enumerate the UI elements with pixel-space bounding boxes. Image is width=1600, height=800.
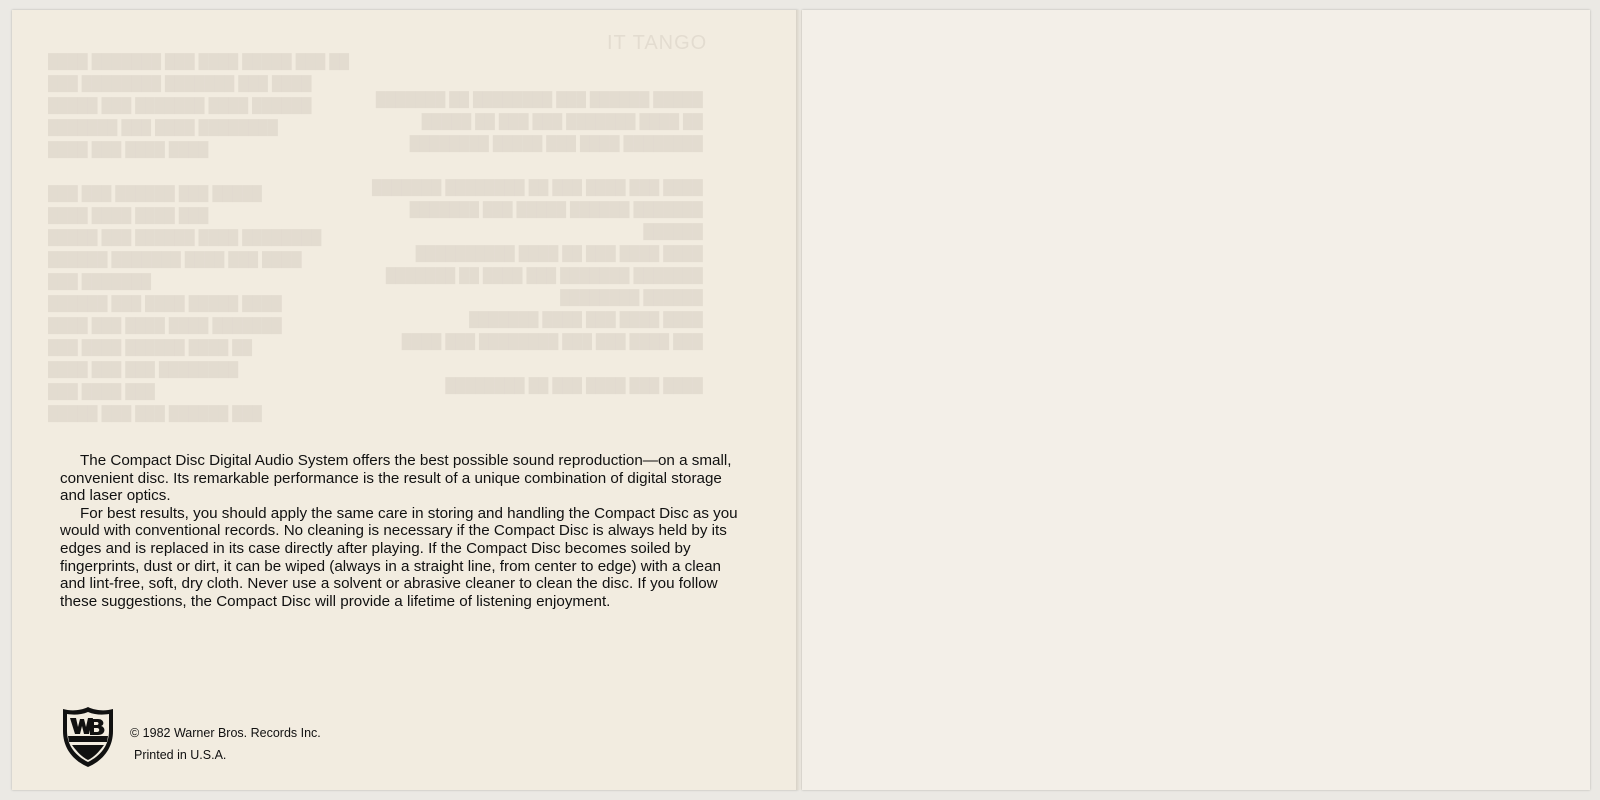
cd-care-instructions: [60, 452, 750, 610]
show-through-lyrics-right: █████ ██████ ███ ████████ ██ ███████ ██ ████ ███████ ███ ███ ██ █████ ████████ ████ ███ █████ ████████ ████ ███ ████ ███ ██ ████████ ███████ ███████ ██████ █████ ███ ███████ ██████ ████ ████ ███ ██ ████ ██████████ ███████ ███████ ███ ████ ██ ███████ ██████ ████████ ████ ████ ███ ████ ███████ ███ ████ ███ ███ ████████ ███ ████ ████ ███ ████ ███ ██ ████████: [372, 91, 703, 393]
warner-bros-records-logo-icon: [60, 705, 116, 769]
left-page: [12, 10, 798, 790]
care-paragraph-handling: For best results, you should apply the same care in storing and handling the Compact Disc as you would with conventional records. No cleaning is necessary if the Compact Disc is always held by its edges and is replaced in its case directly after playing. If the Compact Disc becomes soiled by fingerprints, dust or dirt, it can be wiped (always in a straight line, from center to edge) with a clean and lint-free, soft, dry cloth. Never use a solvent or abrasive cleaner to clean the disc. If you follow these suggestions, the Compact Disc will provide a lifetime of listening enjoyment.: [60, 504, 738, 610]
right-page-blank: [802, 10, 1590, 790]
show-through-lyrics-left: ████ ███████ ███ ████ █████ ███ ██ ███ ████████ ███████ ███ ████ █████ ███ ███████ ████ ██████ ███████ ███ ████ ████████ ████ ███ ████ ████ ███ ███ ██████ ███ █████ ████ ████ ████ ███ █████ ███ ██████ ████ ████████ ██████ ███████ ████ ███ ████ ███ ███████ ██████ ███ ████ █████ ████ ████ ███ ████ ████ ███████ ███ ████ ██████ ████ ██ ████ ███ ███ ████████ ███ ████ ███ █████ ███ ███ ██████ ███: [48, 53, 350, 421]
printed-in-notice: Printed in U.S.A.: [134, 748, 227, 762]
care-paragraph-intro: The Compact Disc Digital Audio System offers the best possible sound reproduction—on a small, convenient disc. Its remarkable performance is the result of a unique combination of digital storage and laser optics.: [60, 452, 732, 505]
show-through-title: IT TANGO: [607, 32, 708, 54]
copyright-notice: © 1982 Warner Bros. Records Inc.: [130, 726, 321, 740]
copyright-block: [130, 722, 321, 766]
